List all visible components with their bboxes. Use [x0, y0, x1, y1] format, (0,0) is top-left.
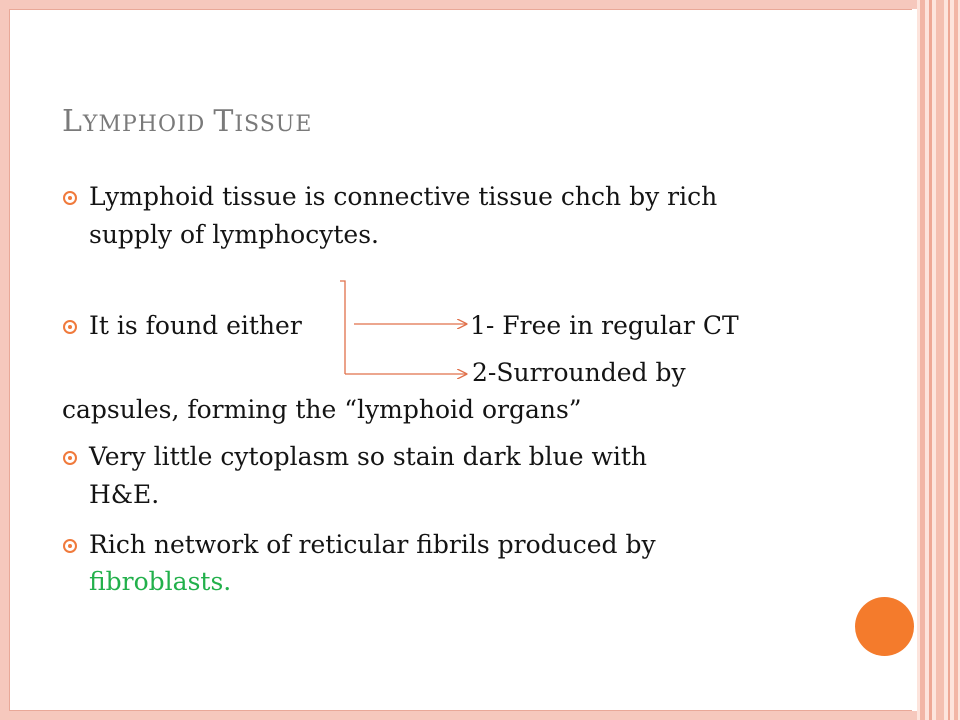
bullet3-line2: H&E.: [89, 480, 160, 509]
bullet4-line1: Rich network of reticular fibrils produced by: [89, 530, 656, 559]
title-part: T: [213, 104, 235, 139]
bullet2-lead: It is found either: [89, 311, 302, 340]
bullet2-continuation: capsules, forming the “lymphoid organs”: [62, 395, 582, 424]
branch-bracket-line: [340, 281, 345, 374]
orange-circle-decoration: [855, 597, 914, 656]
bullet2-option2: 2-Surrounded by: [472, 358, 686, 387]
title-part: L: [62, 104, 83, 139]
bullet3-line1: Very little cytoplasm so stain dark blue with: [89, 442, 647, 471]
title-part: ISSUE: [234, 112, 313, 137]
bullet-marker: [63, 451, 77, 465]
bullet1-line1: Lymphoid tissue is connective tissue chch by rich: [89, 182, 718, 211]
bullet1-line2: supply of lymphocytes.: [89, 220, 379, 249]
bullet4-line2-green: fibroblasts.: [89, 567, 232, 596]
bullet-marker: [63, 539, 77, 553]
title-part: YMPHOID: [82, 112, 214, 137]
bullet2-option1: 1- Free in regular CT: [470, 311, 739, 340]
